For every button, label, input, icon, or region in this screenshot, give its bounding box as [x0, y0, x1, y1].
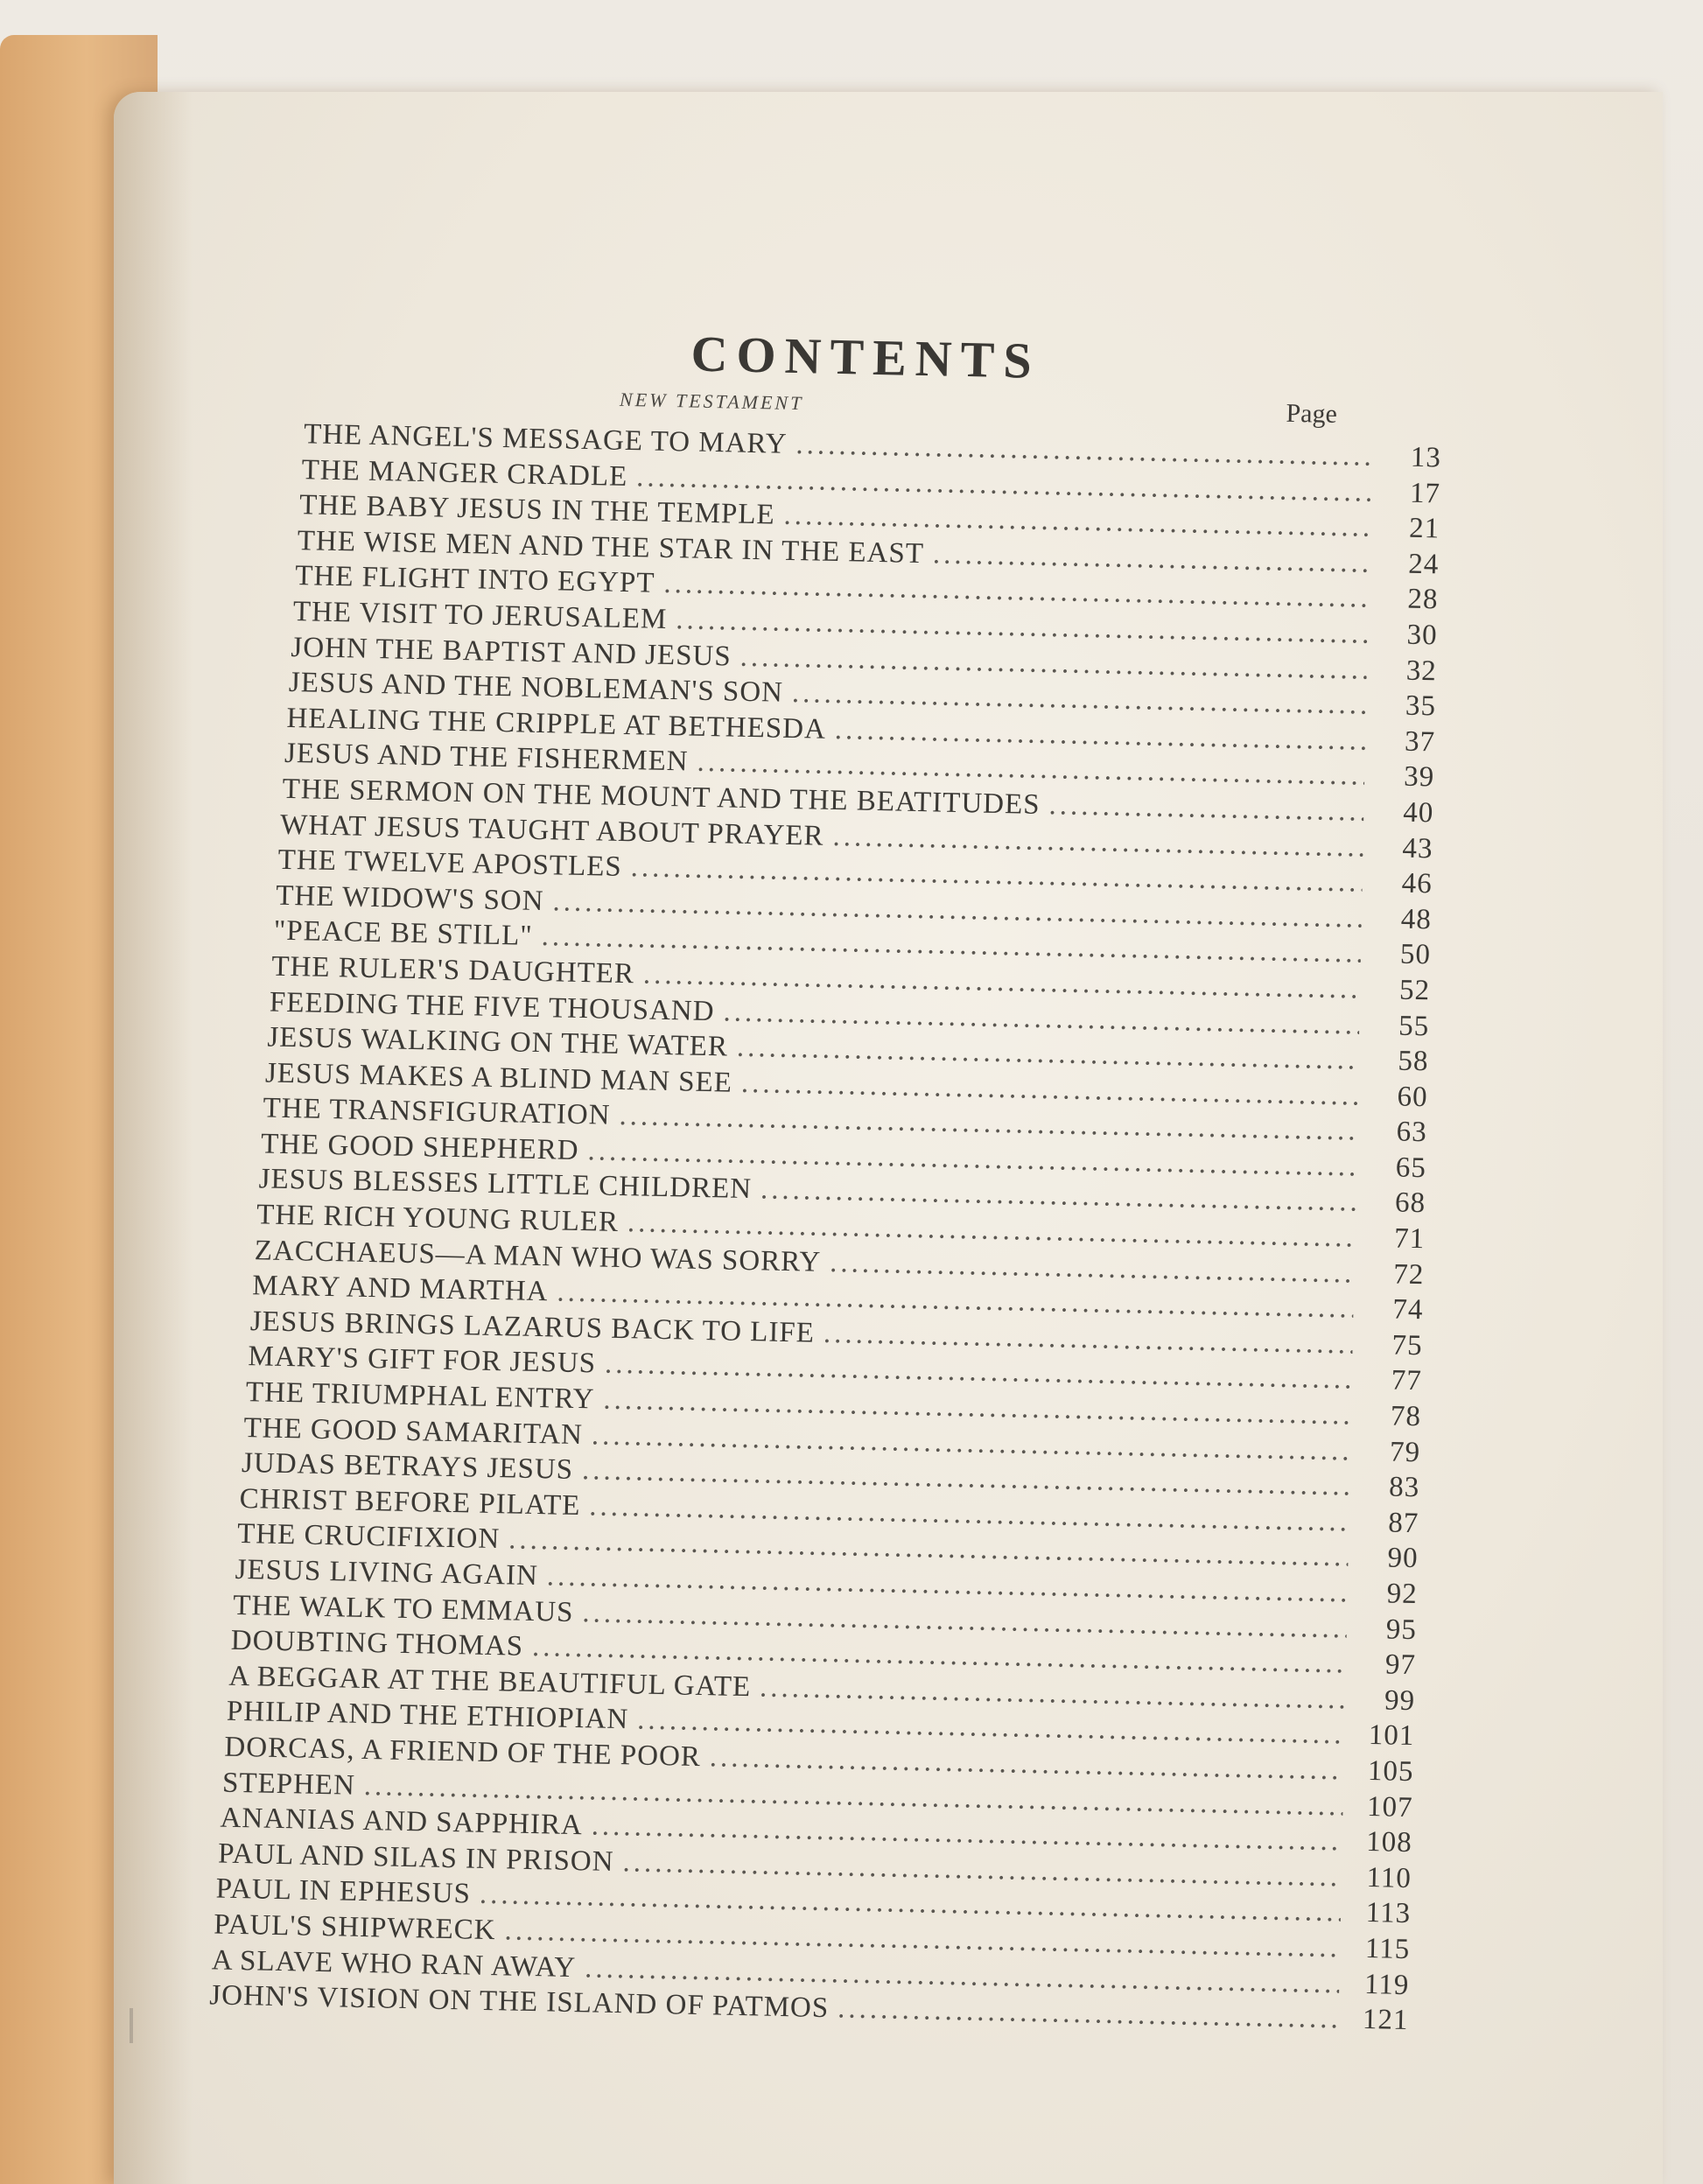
entry-page-number: 65 [1395, 1152, 1427, 1185]
dot-leader [1048, 789, 1364, 829]
entry-page-number: 68 [1394, 1187, 1426, 1220]
section-label: NEW TESTAMENT [619, 388, 804, 415]
table-of-contents [209, 315, 1443, 2040]
entry-title: JOHN THE BAPTIST AND JESUS [291, 631, 732, 673]
entry-page-number: 55 [1398, 1010, 1430, 1042]
entry-title: A SLAVE WHO RAN AWAY [211, 1943, 577, 1984]
entry-title: THE MANGER CRADLE [301, 453, 628, 493]
entry-page-number: 50 [1399, 938, 1432, 971]
entry-title: THE WISE MEN AND THE STAR IN THE EAST [297, 524, 925, 570]
entry-page-number: 110 [1366, 1861, 1412, 1894]
entry-title: THE FLIGHT INTO EGYPT [294, 560, 655, 600]
entry-page-number: 90 [1387, 1542, 1419, 1575]
entry-page-number: 92 [1386, 1578, 1419, 1611]
entry-title: FEEDING THE FIVE THOUSAND [269, 986, 715, 1027]
entry-title: WHAT JESUS TAUGHT ABOUT PRAYER [279, 808, 824, 852]
entry-page-number: 60 [1397, 1081, 1428, 1113]
entry-page-number: 28 [1407, 584, 1439, 616]
entry-title: DORCAS, A FRIEND OF THE POOR [224, 1731, 702, 1774]
entry-title: JESUS BLESSES LITTLE CHILDREN [258, 1163, 753, 1206]
entry-page-number: 37 [1404, 725, 1436, 759]
entry-page-number: 63 [1396, 1116, 1428, 1149]
entry-title: JESUS AND THE FISHERMEN [284, 738, 689, 778]
entry-page-number: 35 [1405, 690, 1437, 723]
margin-mark [130, 2008, 133, 2043]
entry-page-number: 97 [1384, 1648, 1417, 1682]
entry-title: THE WIDOW'S SON [275, 879, 544, 917]
entry-title: PHILIP AND THE ETHIOPIAN [226, 1696, 629, 1736]
entry-title: JESUS MAKES A BLIND MAN SEE [264, 1057, 733, 1099]
entry-title: JESUS LIVING AGAIN [235, 1553, 539, 1592]
entry-page-number: 79 [1389, 1436, 1421, 1468]
entry-title: THE GOOD SAMARITAN [243, 1411, 584, 1451]
entry-title: PAUL AND SILAS IN PRISON [217, 1838, 614, 1878]
entry-page-number: 46 [1401, 867, 1433, 900]
entry-title: THE CRUCIFIXION [236, 1518, 501, 1556]
entry-title: THE GOOD SHEPHERD [260, 1128, 579, 1166]
entry-title: CHRIST BEFORE PILATE [239, 1482, 581, 1522]
entry-title: THE WALK TO EMMAUS [232, 1589, 574, 1628]
entry-page-number: 87 [1388, 1507, 1419, 1539]
entry-page-number: 43 [1402, 832, 1433, 864]
entry-title: THE RULER'S DAUGHTER [271, 950, 635, 990]
entry-title: "PEACE BE STILL" [273, 914, 534, 953]
entry-title: HEALING THE CRIPPLE AT BETHESDA [286, 702, 827, 746]
entry-title: ZACCHAEUS—A MAN WHO WAS SORRY [254, 1234, 822, 1278]
entry-title: THE VISIT TO JERUSALEM [292, 595, 668, 635]
entry-page-number: 21 [1408, 512, 1440, 545]
entry-page-number: 30 [1406, 619, 1439, 652]
entry-page-number: 105 [1367, 1754, 1414, 1788]
entry-page-number: 83 [1388, 1471, 1420, 1504]
entry-page-number: 52 [1398, 974, 1431, 1007]
entry-title: JESUS WALKING ON THE WATER [267, 1021, 729, 1063]
entry-title: THE BABY JESUS IN THE TEMPLE [298, 489, 776, 531]
entry-title: DOUBTING THOMAS [230, 1624, 524, 1662]
entry-page-number: 95 [1385, 1614, 1418, 1646]
entry-page-number: 119 [1363, 1968, 1410, 2001]
entry-title: THE SERMON ON THE MOUNT AND THE BEATITUDES [282, 773, 1041, 821]
entry-page-number: 24 [1407, 548, 1440, 581]
entry-page-number: 101 [1368, 1719, 1415, 1753]
entry-title: PAUL IN EPHESUS [215, 1872, 472, 1910]
entry-title: THE TRANSFIGURATION [263, 1092, 611, 1132]
entry-title: PAUL'S SHIPWRECK [213, 1908, 496, 1947]
entry-title: A BEGGAR AT THE BEAUTIFUL GATE [228, 1660, 752, 1704]
entry-title: THE RICH YOUNG RULER [256, 1199, 620, 1239]
entry-title: JESUS AND THE NOBLEMAN'S SON [288, 667, 784, 709]
entry-page-number: 75 [1391, 1329, 1423, 1362]
entry-page-number: 32 [1405, 654, 1438, 687]
page-column-label: Page [1286, 398, 1338, 429]
entry-title: JOHN'S VISION ON THE ISLAND OF PATMOS [209, 1979, 830, 2025]
entry-page-number: 99 [1384, 1684, 1416, 1717]
entry-page-number: 77 [1391, 1364, 1423, 1397]
entry-title: JESUS BRINGS LAZARUS BACK TO LIFE [249, 1306, 816, 1349]
entry-page-number: 113 [1365, 1897, 1412, 1930]
entry-title: ANANIAS AND SAPPHIRA [220, 1802, 584, 1842]
entry-page-number: 72 [1392, 1258, 1425, 1291]
entry-page-number: 108 [1365, 1826, 1413, 1859]
entry-title: THE TRIUMPHAL ENTRY [245, 1376, 595, 1416]
entry-page-number: 121 [1362, 2004, 1409, 2037]
entry-page-number: 48 [1400, 903, 1433, 936]
entry-page-number: 39 [1403, 760, 1435, 794]
entry-page-number: 17 [1409, 477, 1441, 510]
entry-title: THE ANGEL'S MESSAGE TO MARY [303, 418, 788, 460]
entry-page-number: 115 [1364, 1932, 1411, 1966]
entry-page-number: 107 [1366, 1790, 1413, 1824]
entry-page-number: 74 [1392, 1293, 1424, 1326]
entry-page-number: 78 [1390, 1400, 1422, 1433]
entry-page-number: 13 [1410, 441, 1442, 474]
entry-page-number: 40 [1403, 796, 1434, 830]
contents-list [209, 417, 1442, 2040]
entry-title: MARY AND MARTHA [251, 1270, 549, 1308]
page-gutter-shadow [114, 92, 193, 2184]
entry-page-number: 71 [1393, 1222, 1426, 1256]
entry-page-number: 58 [1398, 1045, 1429, 1078]
entry-title: MARY'S GIFT FOR JESUS [248, 1340, 597, 1380]
entry-title: THE TWELVE APOSTLES [277, 844, 623, 884]
entry-title: JUDAS BETRAYS JESUS [241, 1447, 574, 1487]
entry-title: STEPHEN [221, 1767, 356, 1802]
contents-heading: CONTENTS [690, 325, 1041, 389]
